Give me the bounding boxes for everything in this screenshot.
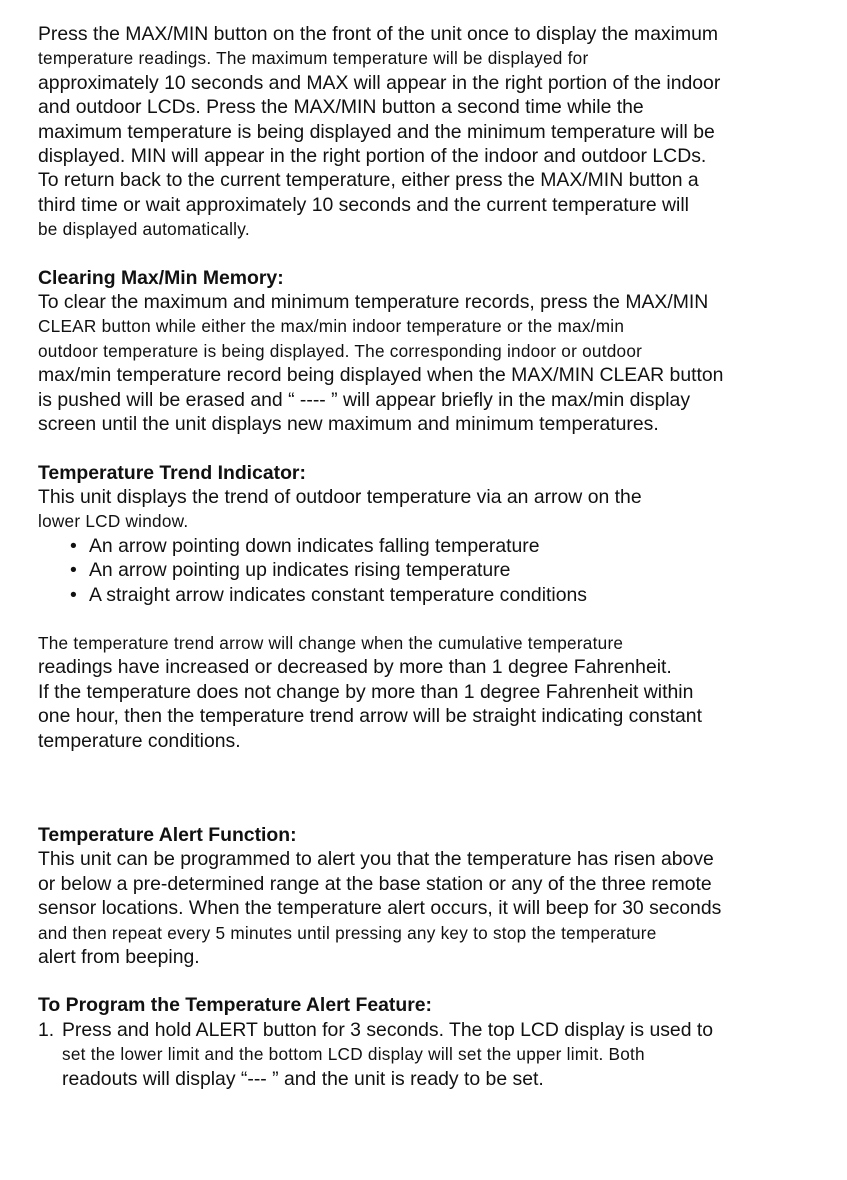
list-item [38, 558, 828, 582]
intro-line: displayed. MIN will appear in the right portion of the indoor and outdoor LCDs. [38, 145, 707, 168]
clearing-line: screen until the unit displays new maximum and minimum temperatures. [38, 413, 659, 436]
trend-section [38, 461, 828, 753]
intro-line: and outdoor LCDs. Press the MAX/MIN button a second time while the [38, 96, 644, 119]
clearing-line: outdoor temperature is being displayed. The corresponding indoor or outdoor [38, 340, 643, 361]
section-heading: Clearing Max/Min Memory: [38, 266, 284, 289]
clearing-line: max/min temperature record being displayed when the MAX/MIN CLEAR button [38, 364, 724, 387]
trend-line: lower LCD window. [38, 511, 189, 532]
alert-line: This unit can be programmed to alert you that the temperature has risen above [38, 848, 714, 871]
trend-note-line: temperature conditions. [38, 729, 241, 752]
alert-line: alert from beeping. [38, 946, 200, 968]
section-spacer [38, 607, 828, 631]
bullet-text: An arrow pointing up indicates rising temperature [89, 559, 511, 582]
step-number: 1. [38, 1018, 55, 1041]
program-step [38, 1018, 828, 1091]
section-spacer [38, 753, 828, 823]
clearing-line: To clear the maximum and minimum temperature records, press the MAX/MIN [38, 291, 709, 314]
intro-paragraph [38, 22, 828, 242]
clearing-line: CLEAR button while either the max/min indoor temperature or the max/min [38, 316, 625, 337]
trend-note-line: one hour, then the temperature trend arrow will be straight indicating constant [38, 705, 702, 728]
section-heading: To Program the Temperature Alert Feature: [38, 994, 432, 1017]
section-heading: Temperature Alert Function: [38, 823, 297, 846]
manual-page [38, 22, 828, 1091]
step-line: set the lower limit and the bottom LCD display will set the upper limit. Both [62, 1044, 645, 1065]
trend-note-line: If the temperature does not change by more than 1 degree Fahrenheit within [38, 680, 694, 703]
bullet-icon: • [70, 534, 77, 557]
bullet-text: An arrow pointing down indicates falling temperature [89, 534, 540, 557]
clearing-line: is pushed will be erased and “ ---- ” will appear briefly in the max/min display [38, 388, 691, 411]
step-line: readouts will display “--- ” and the unit is ready to be set. [62, 1067, 544, 1090]
section-heading: Temperature Trend Indicator: [38, 461, 306, 484]
intro-line: temperature readings. The maximum temperature will be displayed for [38, 48, 589, 69]
section-spacer [38, 969, 828, 993]
list-item [38, 583, 828, 607]
trend-line: This unit displays the trend of outdoor temperature via an arrow on the [38, 485, 642, 508]
trend-note-line: readings have increased or decreased by more than 1 degree Fahrenheit. [38, 656, 672, 679]
intro-line: third time or wait approximately 10 seconds and the current temperature will [38, 193, 689, 216]
intro-line: maximum temperature is being displayed and the minimum temperature will be [38, 120, 715, 143]
section-spacer [38, 437, 828, 461]
alert-line: or below a pre-determined range at the base station or any of the three remote [38, 872, 712, 895]
section-spacer [38, 242, 828, 266]
bullet-text: A straight arrow indicates constant temperature conditions [89, 583, 587, 606]
intro-line: approximately 10 seconds and MAX will appear in the right portion of the indoor [38, 71, 721, 94]
clearing-section [38, 266, 828, 437]
alert-line: and then repeat every 5 minutes until pressing any key to stop the temperature [38, 922, 657, 943]
program-section [38, 993, 828, 1091]
step-line: Press and hold ALERT button for 3 seconds. The top LCD display is used to [62, 1018, 714, 1041]
bullet-icon: • [70, 583, 77, 606]
trend-note-line: The temperature trend arrow will change when the cumulative temperature [38, 632, 624, 653]
list-item [38, 534, 828, 558]
trend-bullet-list [38, 534, 828, 607]
intro-line: Press the MAX/MIN button on the front of the unit once to display the maximum [38, 23, 719, 45]
alert-section [38, 823, 828, 969]
intro-line: To return back to the current temperature, either press the MAX/MIN button a [38, 169, 699, 192]
intro-line: be displayed automatically. [38, 219, 250, 240]
bullet-icon: • [70, 559, 77, 582]
alert-line: sensor locations. When the temperature alert occurs, it will beep for 30 seconds [38, 897, 722, 920]
